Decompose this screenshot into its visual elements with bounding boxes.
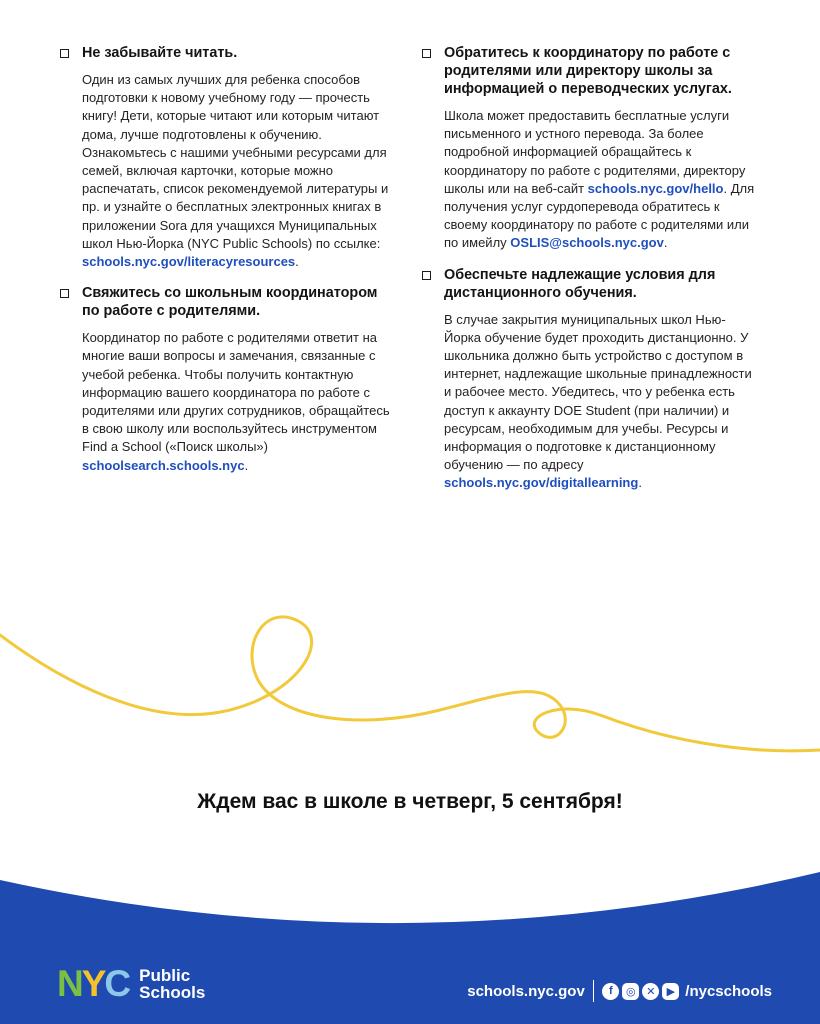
left-column <box>60 44 390 488</box>
checkbox-icon <box>60 289 69 298</box>
footer-links <box>467 980 772 1002</box>
item-title: Обратитесь к координатору по работе с родителями или директору школы за информацией о переводческих услугах. <box>444 45 732 97</box>
oslis-email-link[interactable]: OSLIS@schools.nyc.gov <box>510 235 664 251</box>
nyc-public-schools-logo[interactable] <box>57 964 205 1004</box>
literacy-resources-link[interactable]: schools.nyc.gov/literacyresources <box>82 254 296 270</box>
social-icons <box>602 983 679 1000</box>
nyc-logo-letters: N Y C <box>57 963 130 1004</box>
instagram-icon[interactable]: ◎ <box>622 983 639 1000</box>
right-column <box>422 44 758 506</box>
divider <box>593 980 595 1002</box>
item-body: Один из самых лучших для ребенка способов подготовки к новому учебному году — прочесть книгу! Дети, которые читают или которым читают дома, лучше подготовлены к обучению. Ознакомьтесь с нашими учебными ресурсами для семей, включая карточки, которые можно распечатать, список рекомендуемой литературы и пр. и узнайте о бесплатных электронных книгах в приложении Sora для учащихся Муниципальных школ Нью-Йорка (NYC Public Schools) по ссылке: schools.nyc.gov/literacyresources. <box>82 72 389 270</box>
website-link[interactable]: schools.nyc.gov <box>467 982 585 1000</box>
checklist-item <box>422 266 758 493</box>
checklist-item <box>60 284 390 475</box>
youtube-icon[interactable]: ▶ <box>662 983 679 1000</box>
decorative-wave <box>0 600 820 770</box>
closing-message: Ждем вас в школе в четверг, 5 сентября! <box>197 790 623 813</box>
item-body: Школа может предоставить бесплатные услуги письменного и устного перевода. За более подробной информацией обращайтесь к координатору по работе с родителями, директору школы или на веб-сайт schools.nyc.gov/hello. Для получения услуг сурдоперевода обратитесь к своему координатору по работе с родителями или по имейлу OSLIS@schools.nyc.gov. <box>444 108 755 251</box>
checkbox-icon <box>422 49 431 58</box>
checkbox-icon <box>60 49 69 58</box>
hello-link[interactable]: schools.nyc.gov/hello <box>587 180 724 196</box>
item-title: Свяжитесь со школьным координатором по работе с родителями. <box>82 285 378 320</box>
x-icon[interactable]: ✕ <box>642 983 659 1000</box>
digital-learning-link[interactable]: schools.nyc.gov/digitallearning <box>444 475 639 491</box>
checkbox-icon <box>422 271 431 280</box>
facebook-icon[interactable]: f <box>602 983 619 1000</box>
school-search-link[interactable]: schoolsearch.schools.nyc <box>82 457 245 473</box>
item-body: Координатор по работе с родителями ответит на многие ваши вопросы и замечания, связанные с учебой ребенка. Чтобы получить контактную информацию вашего координатора по работе с родителями или других сотрудников, обращайтесь в свою школу или воспользуйтесь инструментом Find a School («Поиск школы») schoolsearch.schools.nyc. <box>82 330 390 473</box>
social-handle[interactable]: /nycschools <box>685 982 772 1000</box>
item-title: Обеспечьте надлежащие условия для дистанционного обучения. <box>444 266 716 301</box>
item-body: В случае закрытия муниципальных школ Нью-Йорка обучение будет проходить дистанционно. У школьника должно быть устройство с доступом в интернет, надлежащие школьные принадлежности и рабочее место. Убедитесь, что у ребенка есть доступ к аккаунту DOE Student (при наличии) и ресурсам, необходимым для учебы. Ресурсы и информация о подготовке к дистанционному обучению — по адресу schools.nyc.gov/digitallearning. <box>444 311 752 491</box>
item-title: Не забывайте читать. <box>82 45 238 61</box>
checklist-item <box>422 44 758 253</box>
logo-text: Public Schools <box>139 966 206 1002</box>
checklist-item <box>60 44 390 271</box>
